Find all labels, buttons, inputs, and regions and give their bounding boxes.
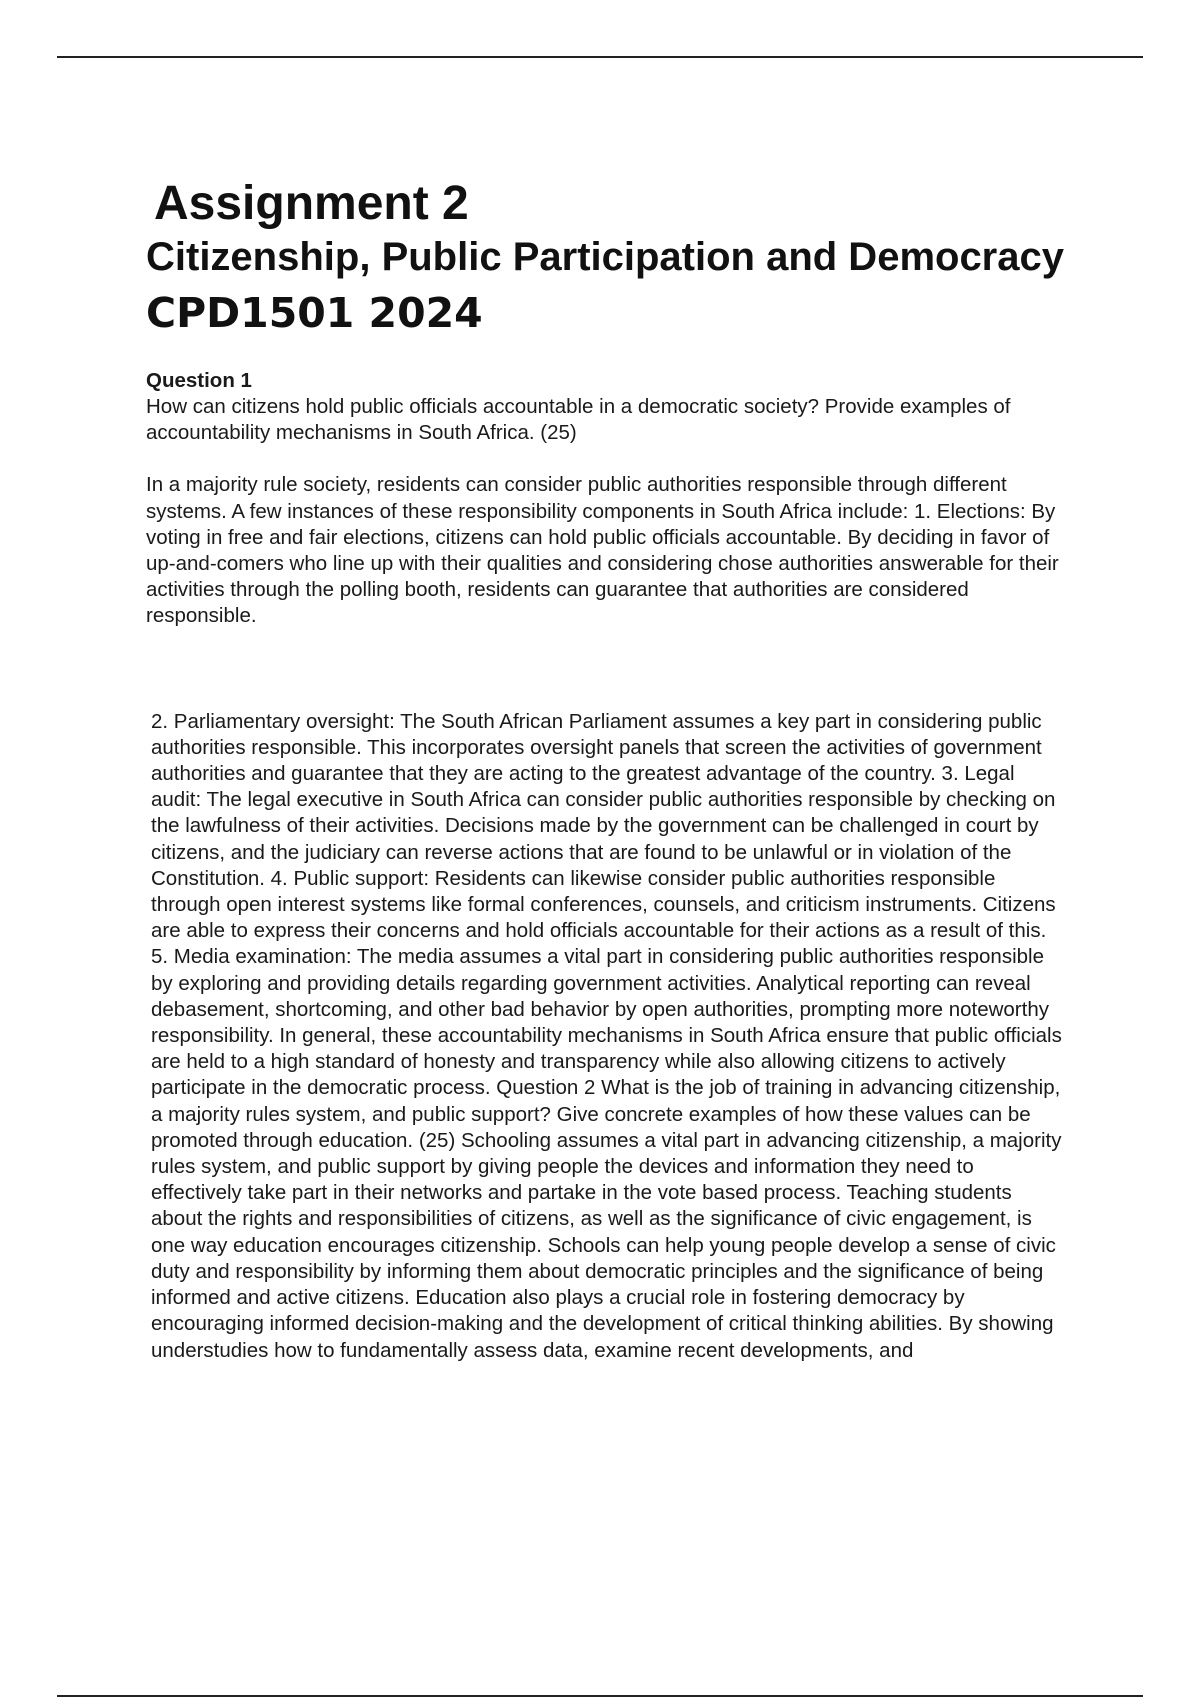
bottom-rule [57, 1695, 1143, 1697]
question-heading: Question 1 [146, 369, 252, 392]
document-page [146, 176, 1066, 1364]
assignment-title: Assignment 2 [154, 177, 469, 230]
top-rule [57, 56, 1143, 58]
answer-paragraph-2: 2. Parliamentary oversight: The South African Parliament assumes a key part in considering public authorities responsible. This incorporates oversight panels that screen the activities of government authorities and guarantee that they are acting to the greatest advantage of the country. 3. Legal audit: The legal executive in South Africa can consider public authorities responsible by checking on the lawfulness of their activities. Decisions made by the government can be challenged in court by citizens, and the judiciary can reverse actions that are found to be unlawful or in violation of the Constitution. 4. Public support: Residents can likewise consider public authorities responsible through open interest systems like formal conferences, counsels, and criticism instruments. Citizens are able to express their concerns and hold officials accountable for their actions as a result of this. 5. Media examination: The media assumes a vital part in considering public authorities responsible by exploring and providing details regarding government activities. Analytical reporting can reveal debasement, shortcoming, and other bad behavior by open authorities, prompting more noteworthy responsibility. In general, these accountability mechanisms in South Africa ensure that public officials are held to a high standard of honesty and transparency while also allowing citizens to actively participate in the democratic process. Question 2 What is the job of training in advancing citizenship, a majority rules system, and public support? Give concrete examples of how these values can be promoted through education. (25) Schooling assumes a vital part in advancing citizenship, a majority rules system, and public support by giving people the devices and information they need to effectively take part in their networks and partake in the vote based process. Teaching students about the rights and responsibilities of citizens, as well as the significance of civic engagement, is one way education encourages citizenship. Schools can help young people develop a sense of civic duty and responsibility by informing them about democratic principles and the significance of being informed and active citizens. Education also plays a crucial role in fostering democracy by encouraging informed decision-making and the development of critical thinking abilities. By showing understudies how to fundamentally assess data, examine recent developments, and [151, 709, 1062, 1362]
course-code: CPD1501 2024 [146, 289, 483, 337]
answer-paragraph-1: In a majority rule society, residents can consider public authorities responsible through different systems. A few instances of these responsibility components in South Africa include: 1. Elections: By voting in free and fair elections, citizens can hold public officials accountable. By deciding in favor of up-and-comers who line up with their qualities and considering chose authorities answerable for their activities through the polling booth, residents can guarantee that authorities are considered responsible. [146, 473, 1059, 628]
subject-title: Citizenship, Public Participation and Democracy [146, 235, 1064, 279]
question-text: How can citizens hold public officials accountable in a democratic society? Provide examples of accountability mechanisms in South Africa. (25) [146, 395, 1011, 445]
